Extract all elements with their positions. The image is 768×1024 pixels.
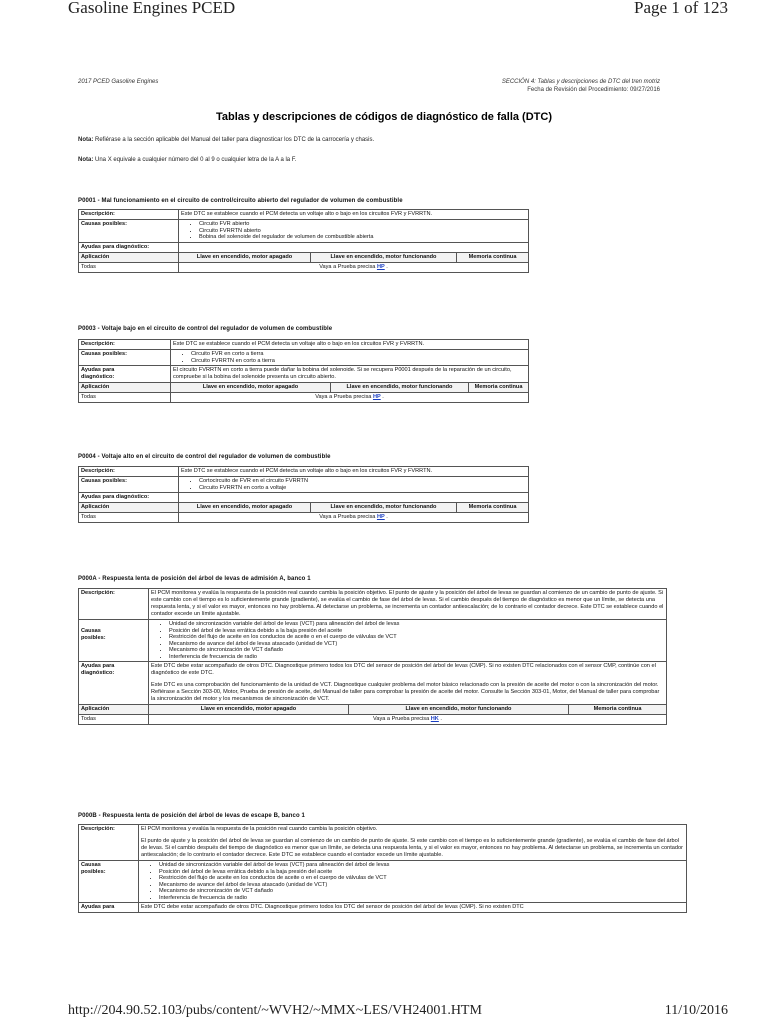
note-1 xyxy=(78,137,374,143)
period: . xyxy=(440,716,442,722)
koer-header: Llave en encendido, motor funcionando xyxy=(311,503,457,513)
dtc-table-p0004 xyxy=(78,466,529,523)
description-text xyxy=(139,825,687,861)
test-cell xyxy=(179,262,529,272)
dtc-table-p000b xyxy=(78,824,687,913)
aids-text: El circuito FVRRTN en corto a tierra puede dañar la bobina del solenoide. Si se recupera P0001 después de la reparación de un circuito, compruebe si la bobina del solenoide presenta un circuito abierto. xyxy=(171,366,529,383)
period: . xyxy=(382,394,384,400)
list-item: • Bobina del solenoide del regulador de volumen de combustible abierta xyxy=(199,234,526,241)
application-header: Aplicación xyxy=(79,503,179,513)
application-all: Todas xyxy=(79,715,149,725)
goto-text: Vaya a Prueba precisa xyxy=(373,716,430,722)
causes-label: Causas posibles: xyxy=(79,350,171,366)
aids-label-line-2: diagnóstico: xyxy=(81,670,115,676)
list-item: • Mecanismo de sincronización de VCT dañado xyxy=(159,888,684,895)
koeo-header: Llave en encendido, motor apagado xyxy=(179,503,311,513)
test-cell xyxy=(149,715,667,725)
pinpoint-test-link-hp[interactable]: HP xyxy=(376,514,385,520)
aids-text xyxy=(179,242,529,252)
section-name: SECCIÓN 4: Tablas y descripciones de DTC del tren motriz xyxy=(501,79,660,85)
aids-label-line-1: Ayudas para xyxy=(81,663,115,669)
koeo-header: Llave en encendido, motor apagado xyxy=(171,383,331,393)
aids-label-line-2: diagnóstico: xyxy=(81,374,115,380)
list-item: • Circuito FVR en corto a tierra xyxy=(191,351,526,358)
dtc-table-p000a xyxy=(78,588,667,725)
page-footer xyxy=(0,1003,768,1021)
period: . xyxy=(386,263,388,270)
dtc-title-p000a: P000A - Respuesta lenta de posición del árbol de levas de admisión A, banco 1 xyxy=(78,576,311,582)
description-label: Descripción: xyxy=(79,825,139,861)
dtc-title-p0001: P0001 - Mal funcionamiento en el circuito de control/circuito abierto del regulador de volumen de combustible xyxy=(78,198,403,204)
causes-label-line-1: Causas xyxy=(81,628,101,634)
koer-header: Llave en encendido, motor funcionando xyxy=(311,252,457,262)
application-header: Aplicación xyxy=(79,383,171,393)
koeo-header: Llave en encendido, motor apagado xyxy=(149,705,349,715)
source-url: http://204.90.52.103/pubs/content/~WVH2/~MMX~LES/VH24001.HTM xyxy=(68,1003,482,1018)
application-all: Todas xyxy=(79,393,171,403)
note-text: Una X equivale a cualquier número del 0 al 9 o cualquier letra de la A a la F. xyxy=(95,157,297,163)
aids-text xyxy=(149,662,667,705)
causes-list xyxy=(179,220,529,243)
description-paragraph: El PCM monitorea y evalúa la respuesta de la posición real cuando cambia la posición objetivo. xyxy=(141,826,378,832)
list-item: • Interferencia de frecuencia de radio xyxy=(159,895,684,902)
causes-label-line-2: posibles: xyxy=(81,869,106,875)
description-text: Este DTC se establece cuando el PCM detecta un voltaje alto o bajo en los circuitos FVR y FVRRTN. xyxy=(171,340,529,350)
header-title: Gasoline Engines PCED xyxy=(68,0,236,17)
aids-label xyxy=(79,366,171,383)
goto-text: Vaya a Prueba precisa xyxy=(319,514,376,520)
period: . xyxy=(386,514,388,520)
page-header xyxy=(0,0,768,22)
description-paragraph: El punto de ajuste y la posición del árbol de levas se guardan al comienzo de un cambio de punto de ajuste. Si este cambio con el tiempo es lo suficientemente grande (gradiente), se evalúa el cambio de fase del árbol de levas. Si el cambio después del tiempo de diagnóstico es menor que un límite, se detecta una respuesta lenta, y si el valor es mayor, entonces no hay problema. Al detectarse un problema, se incrementa un contador antiescalación; de lo contrario el contador decrece. Este DTC se establece cuando el contador excede un límite ajustable. xyxy=(141,838,683,858)
aids-label: Ayudas para xyxy=(79,903,139,913)
pinpoint-test-link-hp[interactable]: HP xyxy=(376,263,385,270)
description-text: El PCM monitorea y evalúa la respuesta de la posición real cuando cambia la posición objetivo. El punto de ajuste y la posición del árbol de levas se guardan al comienzo de un cambio de punto de ajuste. Si este cambio con el tiempo es lo suficientemente grande (gradiente), se evalúa el cambio de fase del árbol de levas. Si el cambio después del tiempo de diagnóstico es menor que un límite, se detecta una respuesta lenta, y si el valor es mayor, entonces no hay problema. Al detectarse un problema, se incrementa un contador antiescalación; de lo contrario el contador decrece. Este DTC se establece cuando el contador excede un límite ajustable. xyxy=(149,589,667,620)
koeo-header: Llave en encendido, motor apagado xyxy=(179,252,311,262)
note-label: Nota: xyxy=(78,157,94,163)
causes-label-line-2: posibles: xyxy=(81,635,106,641)
list-item: • Circuito FVRRTN en corto a voltaje xyxy=(199,485,526,492)
note-text: Refiérase a la sección aplicable del Manual del taller para diagnosticar los DTC de la carrocería y chasis. xyxy=(95,137,375,143)
note-2 xyxy=(78,157,296,163)
aids-label-line-1: Ayudas para xyxy=(81,367,115,373)
koer-header: Llave en encendido, motor funcionando xyxy=(349,705,569,715)
causes-list xyxy=(171,350,529,366)
description-label: Descripción: xyxy=(79,210,179,220)
aids-text xyxy=(179,493,529,503)
list-item: • Mecanismo de avance del árbol de levas atascado (unidad de VCT) xyxy=(169,641,664,648)
list-item: • Posición del árbol de levas errática debido a la baja presión del aceite xyxy=(159,869,684,876)
causes-label xyxy=(79,861,139,903)
list-item: • Mecanismo de avance del árbol de levas atascado (unidad de VCT) xyxy=(159,882,684,889)
causes-label xyxy=(79,620,149,662)
memory-header: Memoria continua xyxy=(469,383,529,393)
goto-text: Vaya a Prueba precisa xyxy=(315,394,372,400)
application-header: Aplicación xyxy=(79,705,149,715)
description-text: Este DTC se establece cuando el PCM detecta un voltaje alto o bajo en los circuitos FVR y FVRRTN. xyxy=(179,210,529,220)
note-label: Nota: xyxy=(78,137,94,143)
list-item: • Circuito FVRRTN en corto a tierra xyxy=(191,358,526,365)
causes-label-line-1: Causas xyxy=(81,862,101,868)
list-item: • Restricción del flujo de aceite en los conductos de aceite o en el cuerpo de válvulas de VCT xyxy=(169,634,664,641)
pinpoint-test-link-hk[interactable]: HK xyxy=(430,716,439,722)
list-item: • Circuito FVRRTN abierto xyxy=(199,228,526,235)
list-item: • Unidad de sincronización variable del árbol de levas (VCT) para alineación del árbol de levas xyxy=(159,862,684,869)
test-cell xyxy=(179,513,529,523)
causes-label: Causas posibles: xyxy=(79,220,179,243)
aids-label: Ayudas para diagnóstico: xyxy=(79,493,179,503)
application-all: Todas xyxy=(79,513,179,523)
aids-paragraph: Este DTC debe estar acompañado de otros DTC. Diagnostique primero todos los DTC del sensor de posición del árbol de levas (CMP). Si no existen DTC relacionados con el sensor CMP, continúe con el diagnóstico de este DTC. xyxy=(151,663,656,676)
goto-text: Vaya a Prueba precisa xyxy=(319,263,376,270)
application-header: Aplicación xyxy=(79,252,179,262)
memory-header: Memoria continua xyxy=(457,252,529,262)
description-label: Descripción: xyxy=(79,340,171,350)
dtc-table-p0001 xyxy=(78,209,529,273)
list-item: • Mecanismo de sincronización de VCT dañado xyxy=(169,647,664,654)
test-cell xyxy=(171,393,529,403)
list-item: • Unidad de sincronización variable del árbol de levas (VCT) para alineación del árbol de levas xyxy=(169,621,664,628)
list-item: • Restricción del flujo de aceite en los conductos de aceite o en el cuerpo de válvulas de VCT xyxy=(159,875,684,882)
aids-text: Este DTC debe estar acompañado de otros DTC. Diagnostique primero todos los DTC del sensor de posición del árbol de levas (CMP). Si no existen DTC xyxy=(139,903,687,913)
description-text: Este DTC se establece cuando el PCM detecta un voltaje alto o bajo en los circuitos FVR y FVRRTN. xyxy=(179,467,529,477)
causes-list xyxy=(179,477,529,493)
causes-list xyxy=(149,620,667,662)
dtc-title-p0004: P0004 - Voltaje alto en el circuito de control del regulador de volumen de combustible xyxy=(78,454,331,460)
aids-label: Ayudas para diagnóstico: xyxy=(79,242,179,252)
aids-label xyxy=(79,662,149,705)
list-item: • Circuito FVR abierto xyxy=(199,221,526,228)
list-item: • Cortocircuito de FVR en el circuito FVRRTN xyxy=(199,478,526,485)
document-title: Tablas y descripciones de códigos de diagnóstico de falla (DTC) xyxy=(216,111,552,123)
list-item: • Interferencia de frecuencia de radio xyxy=(169,654,664,661)
print-date: 11/10/2016 xyxy=(664,1003,728,1018)
section-meta xyxy=(502,79,660,93)
description-label: Descripción: xyxy=(79,589,149,620)
dtc-table-p0003 xyxy=(78,339,529,403)
publication-name: 2017 PCED Gasoline Engines xyxy=(78,79,159,85)
page-number: Page 1 of 123 xyxy=(634,0,728,17)
description-label: Descripción: xyxy=(79,467,179,477)
application-all: Todas xyxy=(79,262,179,272)
causes-label: Causas posibles: xyxy=(79,477,179,493)
causes-list xyxy=(139,861,687,903)
dtc-title-p0003: P0003 - Voltaje bajo en el circuito de control del regulador de volumen de combustible xyxy=(78,326,333,332)
aids-paragraph: Este DTC es una comprobación del funcionamiento de la unidad de VCT. Diagnostique cualquier problema del motor básico relacionado con la presión de aceite del motor o con la sincronización del motor. Refiérase a Sección 303-00, Motor, Prueba de presión de aceite, del Manual de taller para comprobar la presión de aceite del motor. Consulte la Sección 303-01, Motor, del Manual de taller para comprobar la sincronización del motor y los mecanismos de sincronización de VCT. xyxy=(151,682,660,702)
memory-header: Memoria continua xyxy=(569,705,667,715)
pinpoint-test-link-hp[interactable]: HP xyxy=(372,394,381,400)
memory-header: Memoria continua xyxy=(457,503,529,513)
dtc-title-p000b: P000B - Respuesta lenta de posición del árbol de levas de escape B, banco 1 xyxy=(78,813,305,819)
revision-date: Fecha de Revisión del Procedimiento: 09/27/2016 xyxy=(527,87,660,93)
koer-header: Llave en encendido, motor funcionando xyxy=(331,383,469,393)
list-item: • Posición del árbol de levas errática debido a la baja presión del aceite xyxy=(169,628,664,635)
